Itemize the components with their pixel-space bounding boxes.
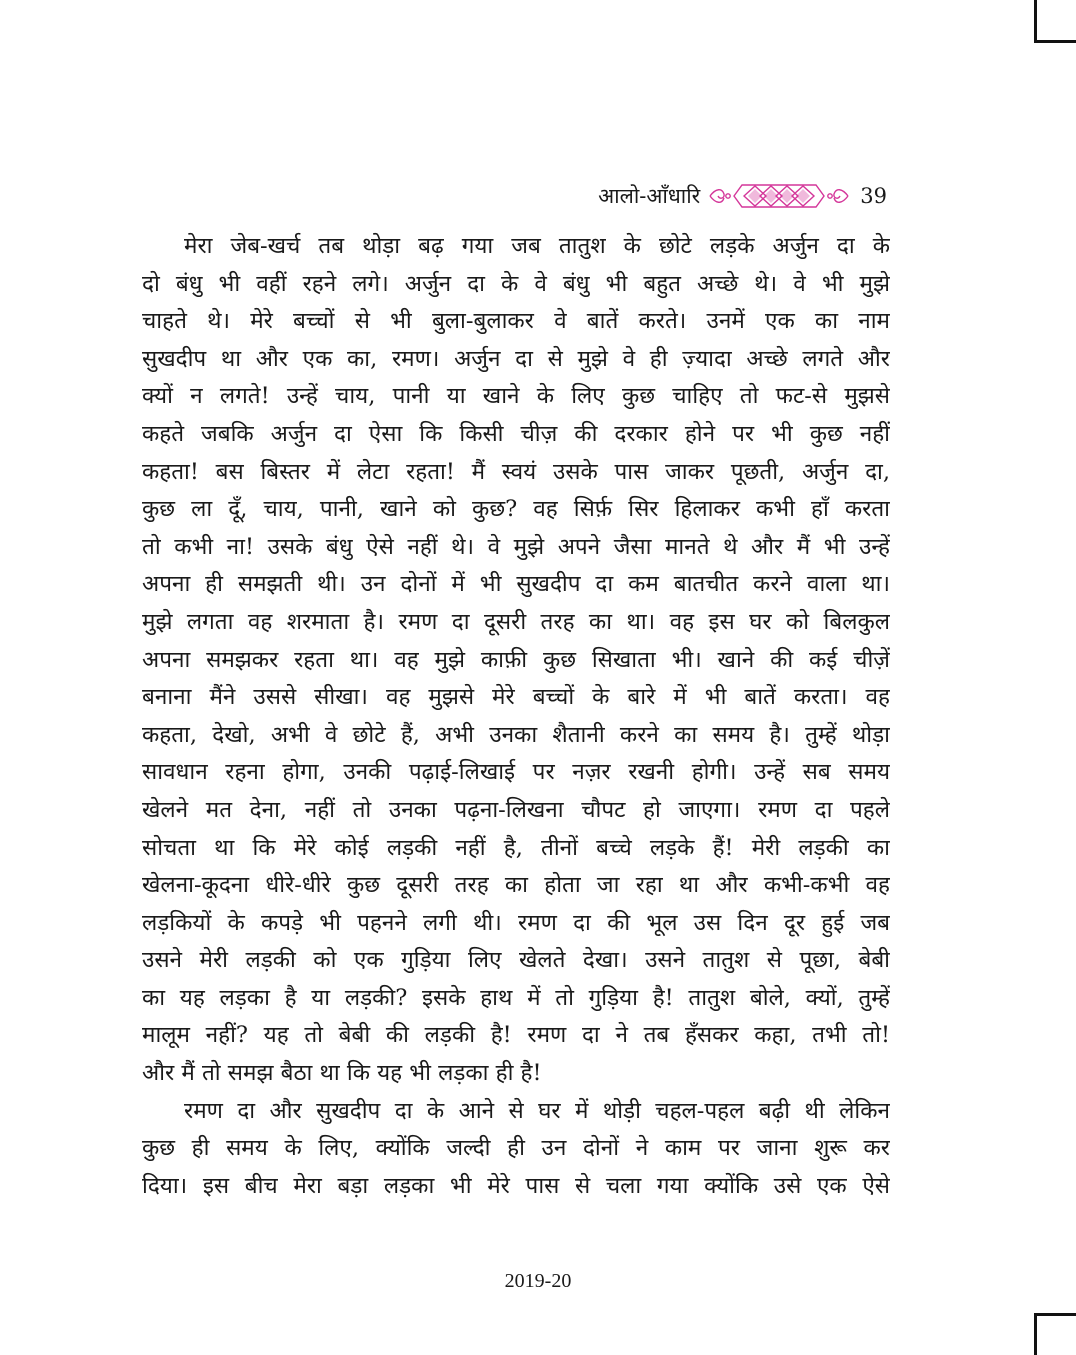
text-line: अपना समझकर रहता था। वह मुझे काफ़ी कुछ सिखाता भी। खाने की कई चीज़ें <box>142 646 890 673</box>
text-line: कहता! बस बिस्तर में लेटा रहता! मैं स्वयं उसके पास जाकर पूछती, अर्जुन दा, <box>142 458 890 485</box>
text-line: कहता, देखो, अभी वे छोटे हैं, अभी उनका शैतानी करने का समय है। तुम्हें थोड़ा <box>142 721 890 748</box>
text-line: रमण दा और सुखदीप दा के आने से घर में थोड़ी चहल-पहल बढ़ी थी लेकिन <box>184 1097 890 1124</box>
text-line: तो कभी ना! उसके बंधु ऐसे नहीं थे। वे मुझे अपने जैसा मानते थे और मैं भी उन्हें <box>142 533 890 560</box>
text-line: और मैं तो समझ बैठा था कि यह भी लड़का ही है! <box>142 1060 542 1087</box>
text-line: क्यों न लगते! उन्हें चाय, पानी या खाने के लिए कुछ चाहिए तो फट-से मुझसे <box>142 383 890 410</box>
text-line: दो बंधु भी वहीं रहने लगे। अर्जुन दा के वे बंधु भी बहुत अच्छे थे। वे भी मुझे <box>142 270 890 297</box>
footer-year: 2019-20 <box>504 1270 572 1292</box>
book-title: आलो-आँधारि <box>598 184 701 208</box>
text-line: मेरा जेब-खर्च तब थोड़ा बढ़ गया जब तातुश के छोटे लड़के अर्जुन दा के <box>184 233 890 259</box>
text-line: सावधान रहना होगा, उनकी पढ़ाई-लिखाई पर नज़र रखनी होगी। उन्हें सब समय <box>142 759 890 786</box>
running-header <box>500 178 895 214</box>
text-line: खेलना-कूदना धीरे-धीरे कुछ दूसरी तरह का होता जा रहा था और कभी-कभी वह <box>142 872 890 899</box>
text-line: सुखदीप था और एक का, रमण। अर्जुन दा से मुझे वे ही ज़्यादा अच्छे लगते और <box>142 345 890 372</box>
crop-mark-top-right-vertical <box>1034 0 1037 42</box>
text-line: बनाना मैंने उससे सीखा। वह मुझसे मेरे बच्चों के बारे में भी बातें करता। वह <box>142 684 890 711</box>
paragraph <box>142 1093 890 1206</box>
text-line: खेलने मत देना, नहीं तो उनका पढ़ना-लिखना चौपट हो जाएगा। रमण दा पहले <box>142 796 890 823</box>
text-line: चाहते थे। मेरे बच्चों से भी बुला-बुलाकर वे बातें करते। उनमें एक का नाम <box>142 308 890 335</box>
text-line: मालूम नहीं? यह तो बेबी की लड़की है! रमण दा ने तब हँसकर कहा, तभी तो! <box>142 1022 890 1049</box>
text-line: कुछ ला दूँ, चाय, पानी, खाने को कुछ? वह सिर्फ़ सिर हिलाकर कभी हाँ करता <box>142 496 890 523</box>
text-line: दिया। इस बीच मेरा बड़ा लड़का भी मेरे पास से चला गया क्योंकि उसे एक ऐसे <box>142 1172 890 1199</box>
text-line: लड़कियों के कपड़े भी पहनने लगी थी। रमण दा की भूल उस दिन दूर हुई जब <box>142 909 890 936</box>
text-line: सोचता था कि मेरे कोई लड़की नहीं है, तीनों बच्चे लड़के हैं! मेरी लड़की का <box>142 834 890 861</box>
body-text <box>142 228 890 1205</box>
text-line: उसने मेरी लड़की को एक गुड़िया लिए खेलते देखा। उसने तातुश से पूछा, बेबी <box>142 947 890 974</box>
text-line: अपना ही समझती थी। उन दोनों में भी सुखदीप दा कम बातचीत करने वाला था। <box>142 571 890 598</box>
pink-decorative-ornament-icon <box>708 180 850 212</box>
text-line: मुझे लगता वह शरमाता है। रमण दा दूसरी तरह का था। वह इस घर को बिलकुल <box>142 608 890 635</box>
crop-mark-top-right-horizontal <box>1034 40 1076 43</box>
text-line: कहते जबकि अर्जुन दा ऐसा कि किसी चीज़ की दरकार होने पर भी कुछ नहीं <box>142 420 890 447</box>
crop-mark-bottom-right-horizontal <box>1034 1313 1076 1316</box>
crop-mark-bottom-right-vertical <box>1034 1313 1037 1355</box>
page-number: 39 <box>860 184 887 208</box>
text-line: कुछ ही समय के लिए, क्योंकि जल्दी ही उन दोनों ने काम पर जाना शुरू कर <box>142 1135 890 1162</box>
paragraph <box>142 228 890 1093</box>
text-line: का यह लड़का है या लड़की? इसके हाथ में तो गुड़िया है! तातुश बोले, क्यों, तुम्हें <box>142 984 890 1011</box>
